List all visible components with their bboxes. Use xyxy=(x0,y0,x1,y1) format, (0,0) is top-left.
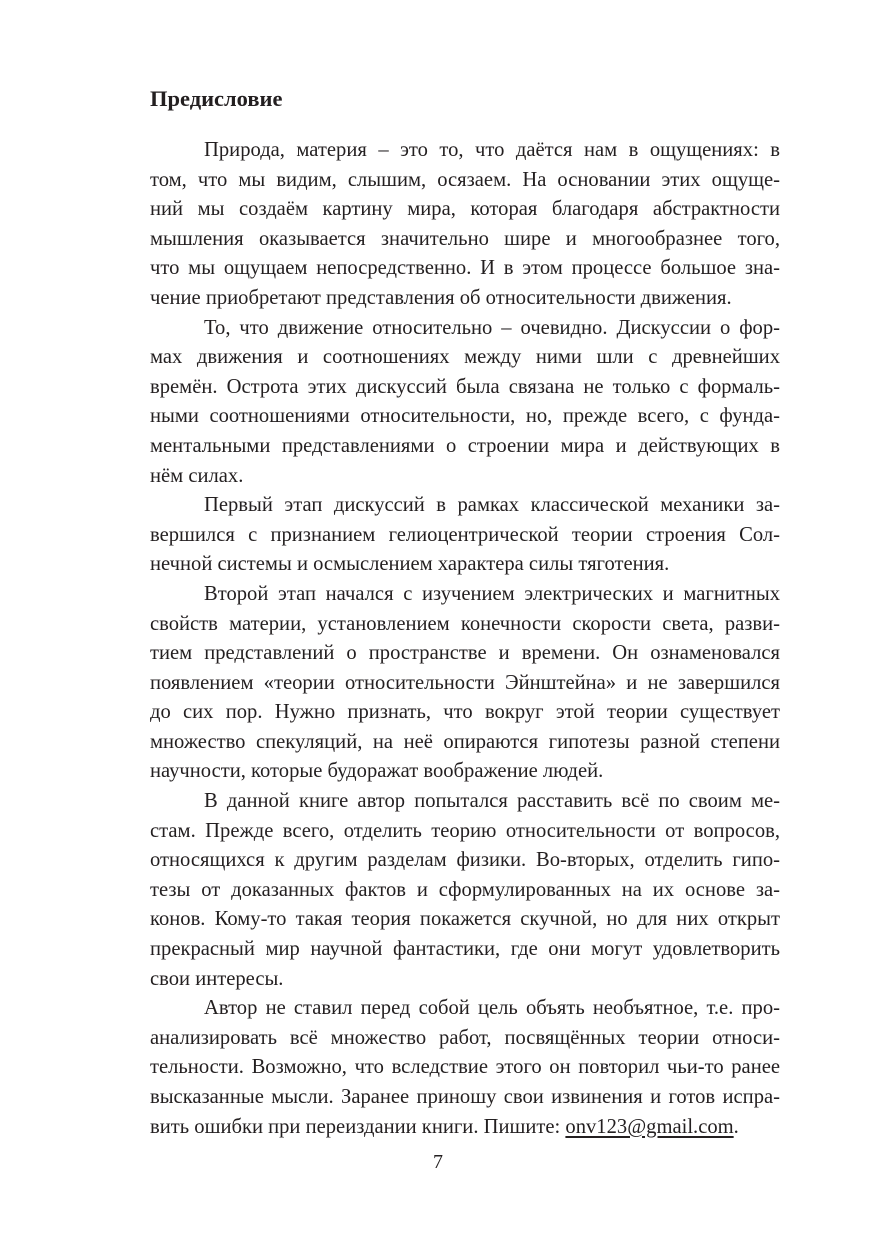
page-title: Предисловие xyxy=(150,86,283,111)
text-line: свои интересы. xyxy=(150,967,284,990)
text-line: нём силах. xyxy=(150,464,244,487)
text-line: Первый этап дискуссий в рамках классической механики за- xyxy=(204,494,780,517)
text-line: тельности. Возможно, что вследствие этого он повторил чьи-то ранее xyxy=(150,1056,780,1079)
text-body xyxy=(96,136,780,1142)
text-line: Второй этап начался с изучением электрических и магнитных xyxy=(204,582,780,605)
text-line: высказанные мысли. Заранее приношу свои извинения и готов испра- xyxy=(150,1086,780,1108)
text-line: В данной книге автор попытался расставить всё по своим ме- xyxy=(204,790,780,813)
text-line: времён. Острота этих дискуссий была связана не только с формаль- xyxy=(150,375,780,398)
last-line-text: вить ошибки при переиздании книги. Пишите: xyxy=(150,1115,566,1138)
text-line: свойств материи, установлением конечности скорости света, разви- xyxy=(150,612,780,635)
paragraph-1 xyxy=(96,136,780,314)
text-line: конов. Кому-то такая теория покажется скучной, но для них открыт xyxy=(150,908,780,931)
text-line: до сих пор. Нужно признать, что вокруг этой теории существует xyxy=(150,701,780,724)
text-line: появлением «теории относительности Эйнштейна» и не завершился xyxy=(150,671,780,694)
page-body xyxy=(96,84,780,1142)
text-line: Природа, материя – это то, что даётся нам в ощущениях: в xyxy=(204,139,780,161)
text-line: мышления оказывается значительно шире и многообразнее того, xyxy=(150,227,780,250)
text-line: анализировать всё множество работ, посвящённых теории относи- xyxy=(150,1026,780,1049)
text-line: нечной системы и осмыслением характера силы тяготения. xyxy=(150,553,670,576)
paragraph-2 xyxy=(96,314,780,492)
text-line: То, что движение относительно – очевидно. Дискуссии о фор- xyxy=(204,316,780,339)
paragraph-4 xyxy=(96,580,780,787)
text-line: Автор не ставил перед собой цель объять необъятное, т.е. про- xyxy=(204,997,780,1020)
text-line xyxy=(96,1113,780,1143)
text-line: тием представлений о пространстве и времени. Он ознаменовался xyxy=(150,642,780,665)
text-line: ными соотношениями относительности, но, прежде всего, с фунда- xyxy=(150,405,780,428)
text-line: ментальными представлениями о строении мира и действующих в xyxy=(150,434,780,457)
text-line: что мы ощущаем непосредственно. И в этом процессе большое зна- xyxy=(150,257,780,280)
email-link[interactable]: onv123@gmail.com xyxy=(565,1115,734,1138)
text-line: стам. Прежде всего, отделить теорию относительности от вопросов, xyxy=(150,819,780,842)
text-line: вершился с признанием гелиоцентрической теории строения Сол- xyxy=(150,523,780,546)
text-line: ний мы создаём картину мира, которая благодаря абстрактности xyxy=(150,198,780,221)
text-line: чение приобретают представления об относительности движения. xyxy=(150,286,732,309)
text-line: множество спекуляций, на неё опираются гипотезы разной степени xyxy=(150,730,780,753)
paragraph-6 xyxy=(96,994,780,1142)
text-line: тезы от доказанных фактов и сформулированных на их основе за- xyxy=(150,878,780,901)
text-line: научности, которые будоражат воображение людей. xyxy=(150,760,604,783)
last-line-end: . xyxy=(733,1115,739,1138)
text-line: относящихся к другим разделам физики. Во-вторых, отделить гипо- xyxy=(150,849,780,872)
paragraph-3 xyxy=(96,491,780,580)
text-line: мах движения и соотношениях между ними шли с древнейших xyxy=(150,346,780,369)
page-number: 7 xyxy=(433,1151,443,1173)
text-line: том, что мы видим, слышим, осязаем. На основании этих ощуще- xyxy=(150,168,780,191)
paragraph-5 xyxy=(96,787,780,994)
text-line: прекрасный мир научной фантастики, где они могут удовлетворить xyxy=(150,938,780,961)
